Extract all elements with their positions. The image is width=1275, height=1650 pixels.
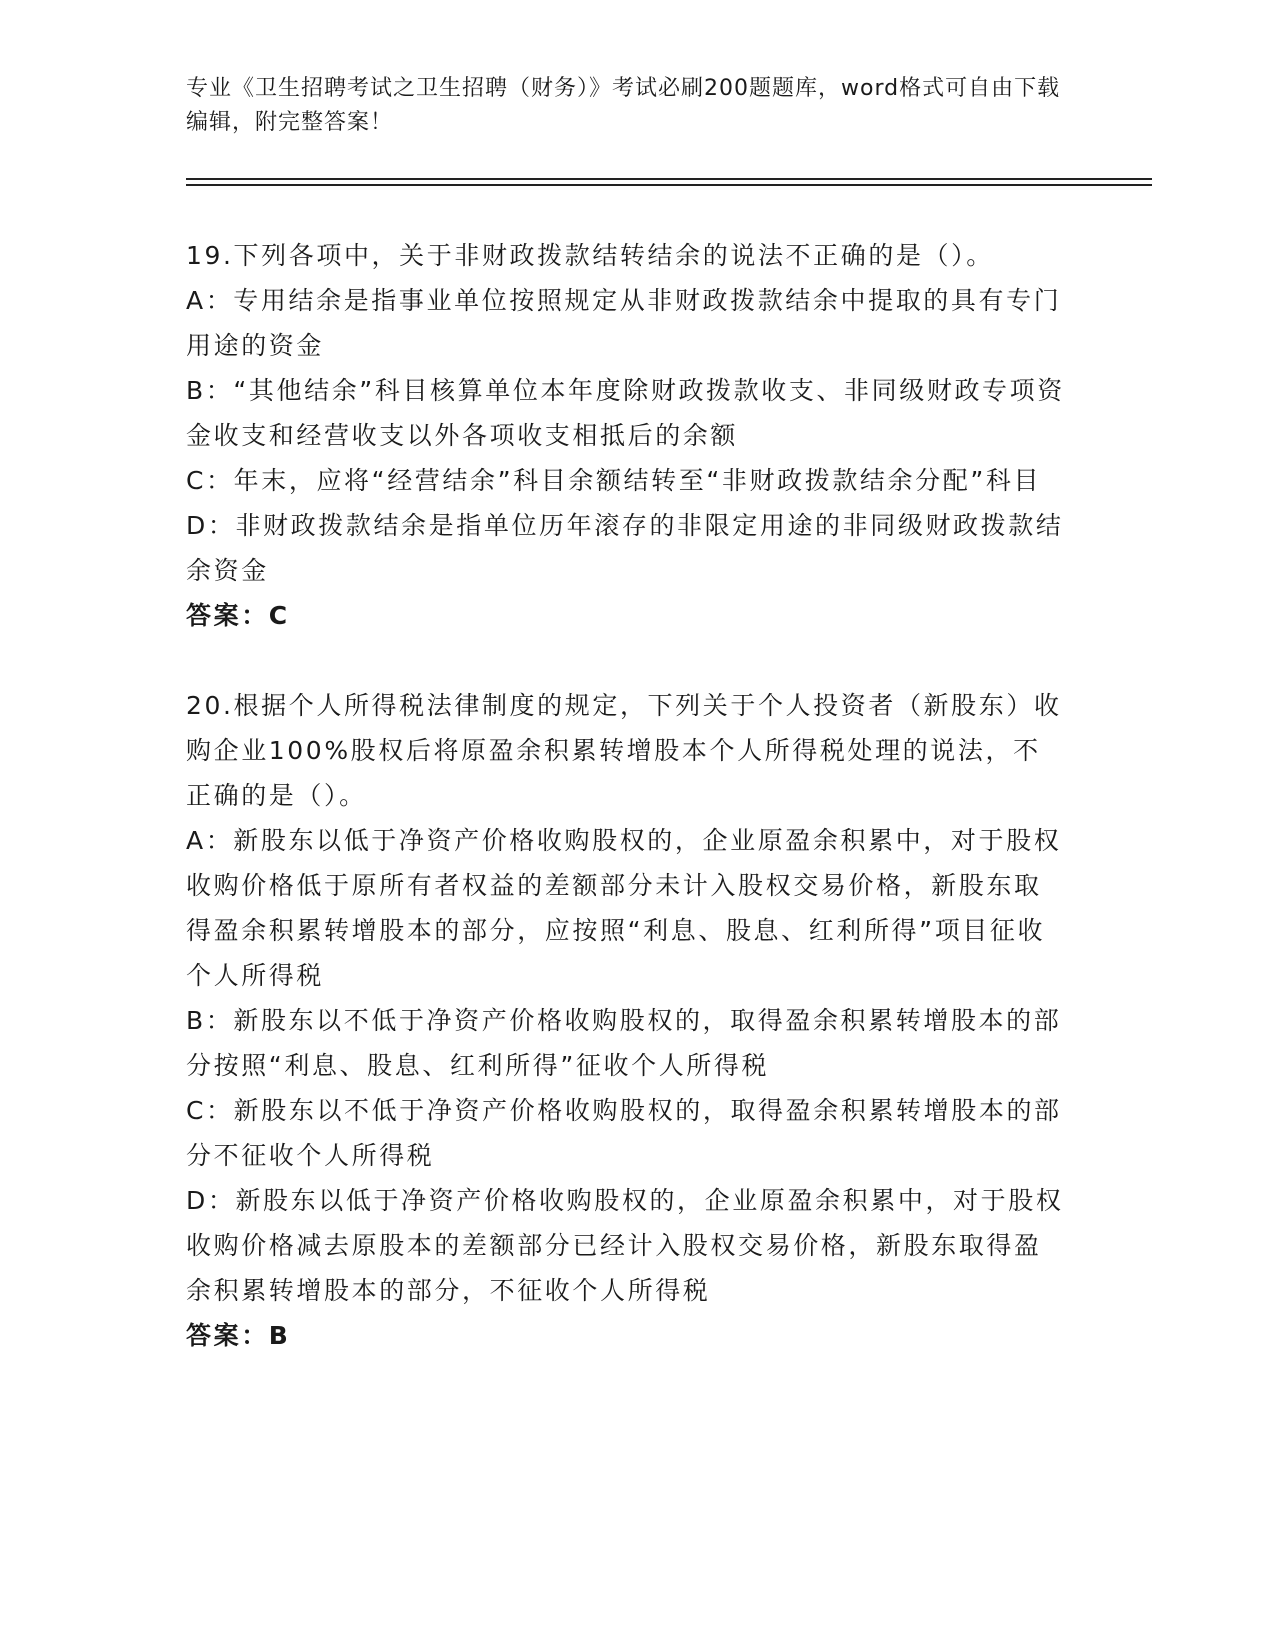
option-b: B：新股东以不低于净资产价格收购股权的，取得盈余积累转增股本的部分按照“利息、股息、红利所得”征收个人所得税 bbox=[186, 1006, 1062, 1080]
question-stem: 19.下列各项中，关于非财政拨款结转结余的说法不正确的是（）。 bbox=[186, 241, 994, 270]
header-divider-top bbox=[186, 178, 1152, 180]
header-divider-bottom bbox=[186, 184, 1152, 186]
option-b: B：“其他结余”科目核算单位本年度除财政拨款收支、非同级财政专项资金收支和经营收支以外各项收支相抵后的余额 bbox=[186, 376, 1065, 450]
question-list bbox=[186, 233, 1066, 1358]
document-header: 专业《卫生招聘考试之卫生招聘（财务）》考试必刷200题题库，word格式可自由下载编辑，附完整答案！ bbox=[186, 76, 1061, 135]
question-stem: 20.根据个人所得税法律制度的规定，下列关于个人投资者（新股东）收购企业100%股权后将原盈余积累转增股本个人所得税处理的说法，不正确的是（）。 bbox=[186, 691, 1062, 810]
question-20 bbox=[186, 683, 1066, 1358]
option-c: C：年末，应将“经营结余”科目余额结转至“非财政拨款结余分配”科目 bbox=[186, 466, 1042, 495]
answer-label: 答案：C bbox=[186, 601, 290, 630]
option-d: D：非财政拨款结余是指单位历年滚存的非限定用途的非同级财政拨款结余资金 bbox=[186, 511, 1064, 585]
answer-label: 答案：B bbox=[186, 1321, 291, 1350]
option-d: D：新股东以低于净资产价格收购股权的，企业原盈余积累中，对于股权收购价格减去原股本的差额部分已经计入股权交易价格，新股东取得盈余积累转增股本的部分，不征收个人所得税 bbox=[186, 1186, 1064, 1305]
option-a: A：专用结余是指事业单位按照规定从非财政拨款结余中提取的具有专门用途的资金 bbox=[186, 286, 1062, 360]
option-c: C：新股东以不低于净资产价格收购股权的，取得盈余积累转增股本的部分不征收个人所得税 bbox=[186, 1096, 1062, 1170]
option-a: A：新股东以低于净资产价格收购股权的，企业原盈余积累中，对于股权收购价格低于原所有者权益的差额部分未计入股权交易价格，新股东取得盈余积累转增股本的部分，应按照“利息、股息、红利所得”项目征收个人所得税 bbox=[186, 826, 1062, 990]
question-19 bbox=[186, 233, 1066, 638]
